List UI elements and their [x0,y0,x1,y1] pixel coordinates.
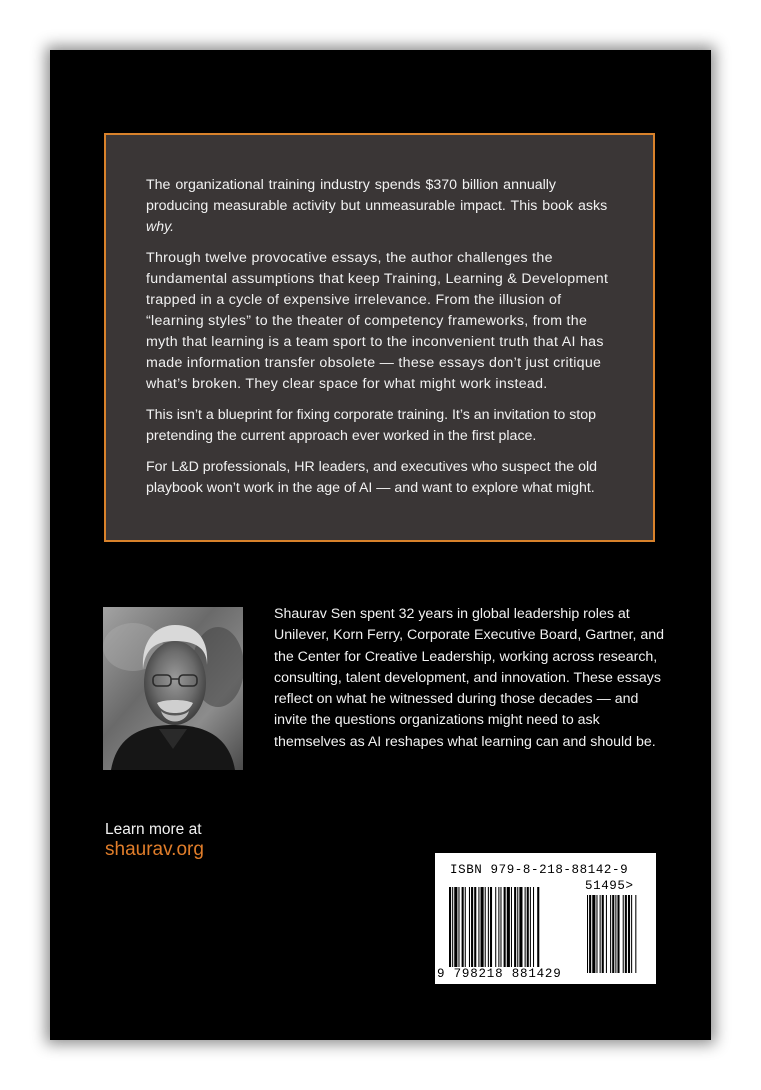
website-link[interactable]: shaurav.org [105,839,204,860]
barcode-bar [615,895,616,973]
blurb-p1-text: The organizational training industry spends $370 billion annually producing measurable activity but unmeasurable impact. This book asks [146,177,608,214]
barcode-bar [628,895,630,973]
barcode-bar [498,887,499,973]
barcode-bar [592,895,595,973]
isbn-number: ISBN 979-8-218-88142-9 [450,863,629,877]
barcode-bar [469,887,470,973]
barcode-bar [519,887,522,973]
barcode-bar [478,887,479,973]
barcode-bar [490,887,492,973]
barcode-bar [517,887,518,973]
barcode-bar [623,895,624,973]
barcode-bar [606,895,607,973]
barcode-bar [533,887,534,973]
barcode-bar [511,887,512,973]
blurb-panel [104,133,655,542]
author-portrait-image [103,607,243,770]
barcode-bar [485,887,486,973]
barcode-bar [514,887,516,973]
barcode-bar [449,887,451,973]
barcode-bar [631,895,632,973]
barcode-bar [600,895,601,973]
barcode-bar [488,887,489,973]
barcode-bar [617,895,619,973]
barcode-bar [474,887,476,973]
barcode-bar [465,887,466,973]
barcode-bar [602,895,604,973]
barcode-bar [537,887,539,973]
learn-more-label: Learn more at [105,821,202,838]
blurb-paragraph-3: This isn’t a blueprint for fixing corporate training. It’s an invitation to stop pretending the current approach ever worked in the first place. [146,407,597,444]
barcode-bar [454,887,457,973]
barcode-bar [507,887,510,973]
isbn-barcode [435,853,656,984]
author-photo [103,607,243,770]
barcode-bar [612,895,614,973]
barcode-bar [525,887,526,973]
barcode-bar [495,887,496,973]
barcode-bar [530,887,531,973]
barcode-bar [596,895,597,973]
blurb-paragraph-1 [146,175,613,238]
barcode-bar [635,895,636,973]
barcode-bar [481,887,484,973]
barcode-bar [462,887,464,973]
barcode-bar [587,895,588,973]
barcode-bar [610,895,611,973]
author-bio: Shaurav Sen spent 32 years in global leadership roles at Unilever, Korn Ferry, Corporate Executive Board, Gartner, and the Center for Creative Leadership, working across research, consulting, talent development, and innovation. These essays reflect on what he witnessed during those decades — and invite the questions organizations might need to ask themselves as AI reshapes what learning can and should be. [274,606,665,750]
barcode-bar [452,887,453,973]
barcode-bar [500,887,501,973]
price-code: 51495> [585,879,634,893]
book-back-cover [50,50,711,1040]
barcode-bar [458,887,459,973]
blurb-paragraph-2: Through twelve provocative essays, the author challenges the fundamental assumptions that keep Training, Learning & Development trapped in a cycle of expensive irrelevance. From the illusion of “learning styles” to the theater of competency frameworks, from the myth that learning is a team sport to the inconvenient truth that AI has made information transfer obsolete — these essays don’t just critique what’s broken. They clear space for what might work instead. [146,250,609,392]
blurb-paragraph-4: For L&D professionals, HR leaders, and executives who suspect the old playbook won’t work in the age of AI — and want to explore what might. [146,459,598,496]
barcode-bar [625,895,627,973]
barcode-bar [589,895,591,973]
blurb-p1-emphasis: why. [146,219,175,235]
barcode-bar [504,887,506,973]
barcode-bar [471,887,473,973]
barcode-digits: 9 798218 881429 [437,967,562,981]
barcode-bar [527,887,529,973]
